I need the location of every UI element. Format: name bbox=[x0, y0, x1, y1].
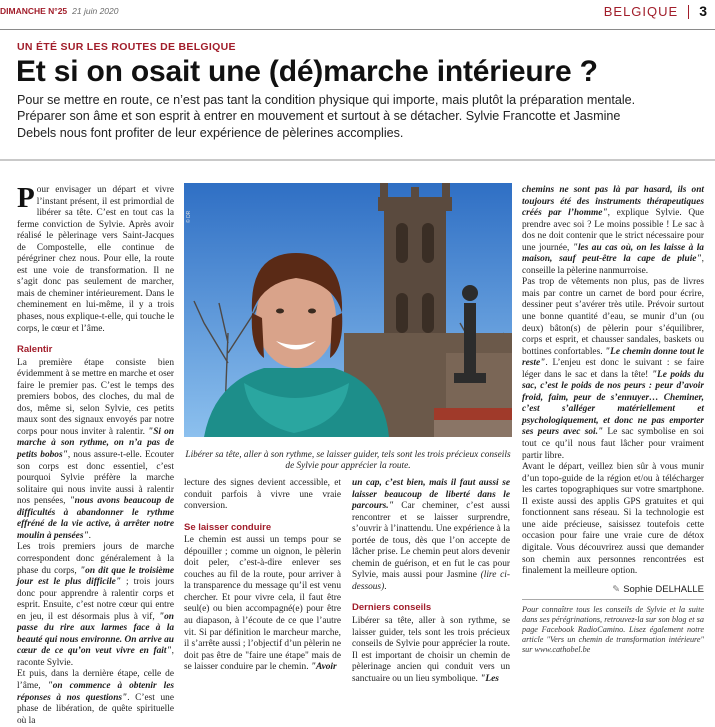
subhead-se-laisser-conduire: Se laisser conduire bbox=[184, 521, 272, 533]
column-3 bbox=[352, 478, 510, 685]
drop-cap: P bbox=[17, 182, 35, 214]
header-divider bbox=[688, 5, 689, 19]
column-4 bbox=[522, 185, 704, 655]
subhead-ralentir: Ralentir bbox=[17, 344, 53, 356]
column-1 bbox=[17, 182, 175, 727]
article-title: Et si on osait une (dé)marche intérieure ? bbox=[16, 55, 598, 88]
article-photo bbox=[184, 183, 512, 437]
author-name: Sophie DELHALLE bbox=[623, 583, 704, 595]
paragraph: Le chemin est aussi un temps pour se dépouiller ; comme un oignon, le pèlerin doit peler, c’est-à-dire enlever ses couches au fil de la route, pour arriver à la transparence du message qu’il est venu chercher. Et pour vivre cela, il faut être seul(e) ou bien accompagné(e) pour être au diapason, à l’écoute de ce que l’autre vit. Si par définition le marcheur marche, il s’arrête aussi ; l’objectif d’un pèlerin ne doit pas être de "faire une étape" mais de se laisser conduire par le chemin. "Avoir bbox=[184, 535, 341, 673]
page-number: 3 bbox=[699, 3, 707, 19]
lead-line: Préparer son âme et son esprit à entrer en mouvement et surtout à se détacher. Sylvie Francotte et Jasmine bbox=[17, 109, 621, 124]
issue-number: DIMANCHE N°25 bbox=[0, 6, 68, 16]
paragraph: Pas trop de vêtements non plus, pas de livres mais par contre un carnet de bord pour écrire, dessiner peut s’avérer très utile. Prévoir surtout une bonne quantité d’eau, se munir d’un (ou deux) bâton(s) de pèlerin pour s’équilibrer, corps et esprit, et chausser sandales, baskets ou bottines confortables. "Le chemin donne tout le reste". L’enjeu est donc le suivant : se faire léger dans le sac et dans la tête! "Le poids du sac, c’est le poids de nos peurs : peur d’avoir froid, faim, peur de s’ennuyer… Cheminer, c’est s’alléger matériellement et psychologiquement, et donc ne pas emporter ses peurs avec soi." Le sac symbolise en soi tout ce qu’il nous faut lâcher pour vraiment partir libre. bbox=[522, 277, 705, 461]
photo-caption: Libérer sa tête, aller à son rythme, se laisser guider, tels sont les trois précieux conseils de Sylvie pour apprécier la route. bbox=[185, 450, 511, 472]
header-rule bbox=[0, 29, 715, 30]
author-byline bbox=[522, 584, 704, 596]
column-2 bbox=[184, 478, 341, 674]
lead-rule bbox=[0, 159, 715, 161]
photo-pilgrim-cathedral bbox=[184, 183, 512, 437]
paragraph: Pour envisager un départ et vivre l’instant présent, il est primordial de libérer sa tête. C’est en tout cas la ferme conviction de Sylvie. Après avoir réalisé le pèlerinage vers Saint-Jacques de Compostelle, elle continue de pérégriner chez nous. Pour elle, la route est une voie de transformation. Il ne s’agit donc pas seulement de marcher, mais de cheminer intérieurement. Dans le cheminement en lui-même, il y a trois phases, nous explique-t-elle, qui touche le corps, le cœur et l’âme. bbox=[17, 182, 174, 334]
subhead-derniers-conseils: Derniers conseils bbox=[352, 602, 432, 614]
article-kicker: UN ÉTÉ SUR LES ROUTES DE BELGIQUE bbox=[17, 41, 236, 53]
pen-icon: ✎ bbox=[612, 583, 621, 595]
issue-label bbox=[0, 6, 150, 16]
footnote-divider bbox=[522, 599, 704, 600]
paragraph: Libérer sa tête, aller à son rythme, se laisser guider, tels sont les trois précieux conseils de Sylvie pour apprécier la route. Il est important de choisir un chemin de pèlerinage ancien qui conduit vers un sanctuaire ou un lieu symbolique. "Les bbox=[352, 616, 510, 684]
paragraph: La première étape consiste bien évidemment à se mettre en marche et oser faire le premier pas. C’est le temps des premiers bobos, des cloches, du mal de dos, même si, selon Sylvie, ces petits maux sont des signaux envoyés par notre corps pour nous inviter à ralentir. "Si on marche à son rythme, on n’a pas de petits bobos", nous assure-t-elle. Ecouter son corps est donc essentiel, c’est pourquoi Sylvie préfère la marche solitaire qui nous invite aussi à ralentir nos pensées, "nous avons beaucoup de difficultés à abandonner le rythme effréné de la vie active, à arrêter notre moulin à pensées". bbox=[17, 357, 175, 541]
section-header bbox=[604, 3, 707, 21]
lead-line: Debels nous font profiter de leur expérience de pèlerines accomplies. bbox=[17, 125, 404, 140]
paragraph: Et puis, dans la dernière étape, celle de l’âme, "on commence à obtenir les réponses à nos questions". C’est une phase de libération, de quête spirituelle où la bbox=[17, 669, 174, 726]
section-name: BELGIQUE bbox=[603, 4, 679, 19]
article-footnote: Pour connaître tous les conseils de Sylvie et la suite dans ses pérégrinations, retrouvez-la sur son blog et sa page Facebook RadioCamino. Lisez également notre article "Vers un chemin de transformation intérieure" sur www.cathobel.be bbox=[522, 605, 704, 655]
photo-credit: © DR bbox=[186, 210, 192, 223]
lead-line: Pour se mettre en route, ce n’est pas tant la condition physique qui importe, mais plutôt la préparation mentale. bbox=[17, 93, 636, 107]
paragraph: Avant le départ, veillez bien sûr à vous munir d’un topo-guide de la région et/ou à télécharger les cartes topographiques sur votre smartphone. Il existe aussi des applis GPS gratuites et qui fonctionnent sans réseau. Si la technologie est une aide précieuse, saisissez toutefois cette occasion pour faire une vraie cure de détox digitale. Vous découvrirez aussi que demander son chemin aux personnes rencontrées est finalement la meilleure option. bbox=[522, 462, 704, 577]
paragraph: un cap, c’est bien, mais il faut aussi se laisser beaucoup de liberté dans le parcours." Car cheminer, c’est aussi rencontrer et se laisser surprendre, s’ouvrir à l’inattendu. Une expérience à la portée de tous, dès que l’on accepte de lâcher prise. Le chemin peut alors devenir chemin de guérison, et en fut le cas pour Sylvie, mais aussi pour Jasmine (lire ci-dessous). bbox=[352, 478, 510, 592]
paragraph: Les trois premiers jours de marche correspondent donc généralement à la phase du corps, "on dit que le troisième jour est le plus difficile" ; trois jours donc pour apprendre à ralentir corps et esprit. Ensuite, c’est notre cœur qui entre en jeu, il est désormais plus à vif, "on passe du rire aux larmes face à la beauté qui nous environne. On arrive au cœur de ce qu’on veut vivre en fait", raconte Sylvie. bbox=[17, 542, 175, 668]
paragraph: chemins ne sont pas là par hasard, ils ont toujours été des instruments thérapeutiques créés par l’homme", explique Sylvie. Que prendre avec soi ? Le moins possible ! Le sac à dos ne doit contenir que le strict nécessaire pour une journée, "les au cas où, on les laisse à la maison, sauf peut-être la cape de pluie", conseille la pèlerine nanmurroise. bbox=[522, 185, 704, 276]
paragraph: lecture des signes devient accessible, et conduit parfois à vivre une vraie conversion. bbox=[184, 478, 341, 512]
issue-date: 21 juin 2020 bbox=[72, 6, 119, 16]
article-lead bbox=[17, 92, 707, 141]
